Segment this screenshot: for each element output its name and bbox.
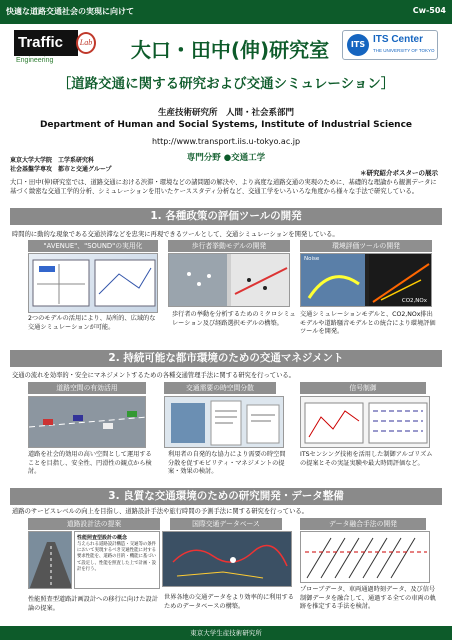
performance-design-note	[74, 531, 160, 589]
tagline: 快適な道路交通社会の実現に向けて	[6, 7, 134, 16]
section-2-item-3-caption: ITSセンシング技術を活用した制御アルゴリズムの提案とその実証実験や最大時間評価など。	[300, 451, 433, 467]
logo-lab-text: Lab	[76, 32, 96, 54]
avenue-sound-screenshot	[28, 253, 158, 313]
its-sub: THE UNIVERSITY OF TOKYO	[373, 48, 435, 53]
poster-code: Cw-504	[412, 6, 446, 15]
department: 生産技術研究所 人間・社会系部門	[157, 108, 294, 118]
section-1-item-2-caption: 歩行者の挙動を分析するためのミクロシミュレーション及び経路選択モデルの構築。	[172, 311, 296, 327]
section-1-heading: 1. 各種政策の評価ツールの開発	[10, 208, 442, 225]
section-2-item-1-caption: 道路を社会的効用の高い空間として運用することを目指し、安全性、円滑性の観点から検討。	[28, 451, 152, 475]
road-traffic-graphic	[29, 397, 146, 448]
department-english: Department of Human and Social Systems, Institute of Industrial Science	[39, 120, 413, 130]
section-2-heading: 2. 持続可能な都市環境のための交通マネジメント	[10, 350, 442, 367]
section-3-item-3-caption: プローブデータ、車両通過時刻データ、及び信号制御データを融合して、通過する全ての車両の軌跡を推定する手法を検討。	[300, 586, 436, 610]
section-2-item-3-heading: 信号制御	[300, 382, 426, 394]
logo-main-text: Traffic	[14, 30, 78, 56]
page-title: 大口・田中(伸)研究室	[130, 38, 330, 62]
section-3-description: 道路のサービスレベルの向上を目指し、道路設計手法や旅行時間の予測手法に関する研究を行っている。	[12, 508, 308, 515]
data-fusion-image	[300, 531, 430, 583]
environment-assessment-image	[300, 253, 432, 307]
section-1-description: 時間的に動的な現象である交通渋滞などを忠実に再現できるツールとして、交通シミュレーションを開発している。	[12, 231, 339, 238]
university-affiliation	[10, 157, 112, 174]
section-1-item-3-heading: 環境評価ツールの開発	[300, 240, 432, 252]
specialty-field: 専門分野 ●交通工学	[186, 153, 266, 163]
section-3-heading: 3. 良質な交通環境のための研究開発・データ整備	[10, 488, 442, 505]
section-3-item-1-heading: 道路設計法の提案	[28, 518, 160, 530]
world-map-graphic	[163, 532, 292, 587]
exhibit-note: ＊研究紹介ポスターの展示	[360, 169, 438, 177]
section-3-item-3-heading: データ融合手法の開発	[300, 518, 426, 530]
travel-demand-image	[164, 396, 284, 448]
section-3-item-1-caption: 性能照査型道路計画設計への移行に向けた設計論の提案。	[28, 596, 158, 612]
section-1-item-1-caption: 2つのモデルの活用により、局所的、広域的な交通シミュレーションが可能。	[28, 315, 156, 331]
intro-text: 大口・田中(伸)研究室では、道路交通における渋滞・環境などの諸問題の解決や、より高度な道路交通の実現のために、基礎的な理論から観測データに基づく緻密な交通工学的分析、シミュレーションを用いたケーススタディ分析など、交通工学をいろいろな角度から様々な手法で研究している。	[10, 179, 437, 195]
vehicle-trajectory-graphic	[301, 532, 430, 583]
section-1-item-1-heading: "AVENUE"、"SOUND"の実用化	[28, 240, 158, 252]
its-center-logo	[342, 30, 438, 60]
lab-url[interactable]: http://www.transport.iis.u-tokyo.ac.jp	[151, 137, 301, 146]
section-2-description: 交通の流れを効率的・安全にマネジメントするための各種交通管理手法に関する研究を行っている。	[12, 372, 295, 379]
pedestrian-simulation-image	[168, 253, 290, 307]
footer: 東京大学生産技術研究所	[0, 626, 452, 640]
its-circle-icon: ITS	[347, 34, 369, 56]
section-2-item-1-heading: 道路空間の有効活用	[28, 382, 146, 394]
its-name: ITS Center	[373, 34, 424, 45]
section-1-item-2-heading: 歩行者挙動モデルの開発	[168, 240, 290, 252]
section-2-item-2-heading: 交通需要の時空間分散	[164, 382, 276, 394]
database-map-image	[162, 531, 292, 587]
note-title: 性能照査型設計の概念	[77, 535, 128, 541]
univ-line-2: 社会基盤学専攻 都市と交通グループ	[10, 165, 112, 173]
univ-line-1: 東京大学大学院 工学系研究科	[10, 157, 95, 164]
section-3-item-2-caption: 世界各地の交通データをより効率的に利用するためのデータベースの構築。	[164, 594, 294, 610]
top-bar	[0, 0, 452, 24]
note-body: 与えられる道路設計構造・交通等の条件において実現するべき交通性能に対する要求性能を、道路の目的・機能に基づいて設定し、性能を照査した上で計画・設計を行う。	[77, 542, 157, 572]
signal-timing-chart-graphic	[301, 397, 430, 448]
section-1-item-3-caption: 交通シミュレーションモデルと、CO2,NOx排出モデルや道路騒音モデルとの統合により環境評価ツールを開発。	[300, 311, 436, 335]
section-3-item-2-heading: 国際交通データベース	[170, 518, 282, 530]
co2-label: CO2,NOx	[401, 298, 427, 304]
simulation-screens-graphic	[29, 254, 158, 313]
noise-label: Noise	[304, 256, 320, 262]
road-photo-graphic	[29, 532, 72, 589]
subtitle: ［道路交通に関する研究および交通シミュレーション］	[57, 76, 395, 92]
logo-sub-text: Engineering	[16, 57, 54, 64]
demand-distribution-graphic	[165, 397, 284, 448]
road-space-image	[28, 396, 146, 448]
section-2-item-2-caption: 利用者の自発的な協力により需要の時空間分散を促すモビリティ・マネジメントの提案・効果の検討。	[168, 451, 286, 475]
traffic-lab-logo	[14, 30, 96, 68]
signal-control-image	[300, 396, 430, 448]
road-photo-image	[28, 531, 72, 589]
pedestrian-crowd-graphic	[169, 254, 290, 307]
